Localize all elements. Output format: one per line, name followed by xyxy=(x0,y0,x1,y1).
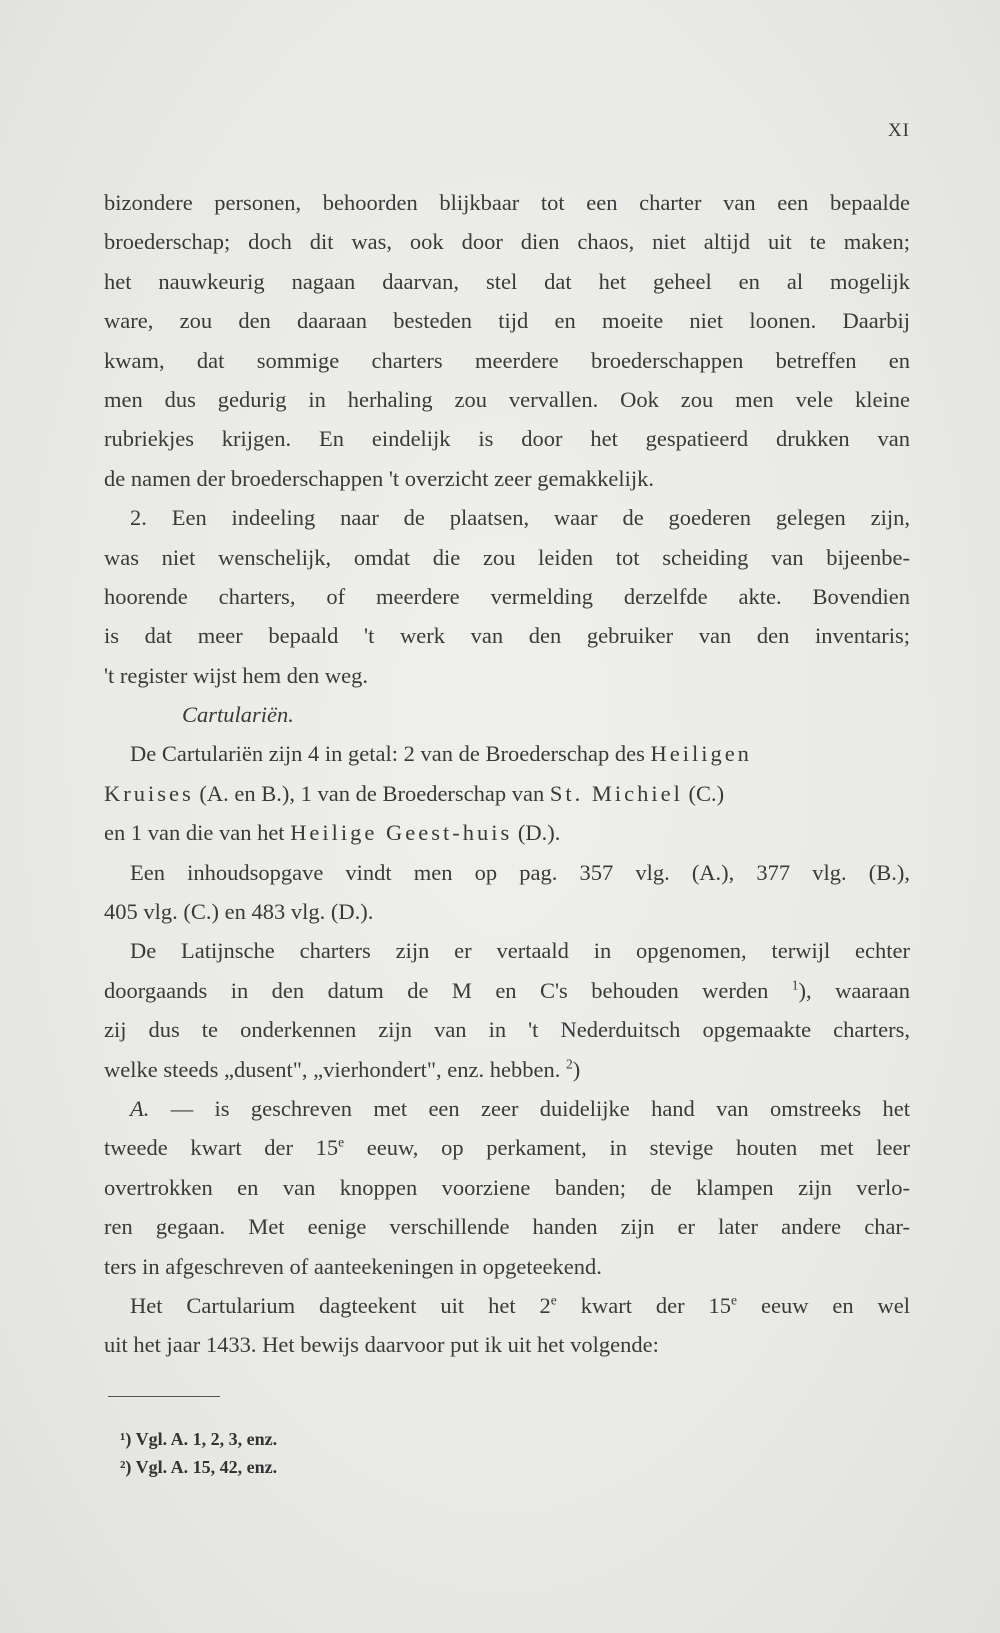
text-segment: (C.) xyxy=(688,780,725,806)
text-line: men dus gedurig in herhaling zou vervallen. Ook zou men vele kleine xyxy=(104,386,910,412)
text-line: was niet wenschelijk, omdat die zou leiden tot scheiding van bijeenbe- xyxy=(104,544,910,570)
text-line xyxy=(104,971,910,1010)
text-line: broederschap; doch dit was, ook door dien chaos, niet altijd uit te maken; xyxy=(104,229,910,255)
footnote-ref: 1 xyxy=(791,977,799,993)
spaced-name: St. Michiel xyxy=(549,780,683,806)
footnote-text: Vgl. A. 1, 2, 3, enz. xyxy=(135,1429,278,1449)
text-segment: (A. en B.), 1 van de Broederschap van xyxy=(199,780,545,806)
text-segment: welke steeds „dusent", „vierhondert", enz. hebben. xyxy=(104,1056,561,1082)
text-line xyxy=(104,813,910,852)
text-line: zij dus te onderkennen zijn van in 't Nederduitsch opgemaakte charters, xyxy=(104,1017,910,1043)
text-segment: eeuw, op perkament, in stevige houten met leer xyxy=(366,1135,910,1161)
text-line: 405 vlg. (C.) en 483 vlg. (D.). xyxy=(104,899,374,925)
text-line: 2. Een indeeling naar de plaatsen, waar de goederen gelegen zijn, xyxy=(130,505,910,531)
text-line: hoorende charters, of meerdere vermelding derzelfde akte. Bovendien xyxy=(104,583,910,609)
superscript: e xyxy=(731,1292,738,1308)
section-heading: Cartulariën. xyxy=(182,702,294,728)
text-line xyxy=(104,1286,910,1325)
text-line: De Latijnsche charters zijn er vertaald in opgenomen, terwijl echter xyxy=(130,938,910,964)
footnote-mark: ¹) xyxy=(120,1429,132,1449)
text-segment: ), waaraan xyxy=(798,977,911,1003)
text-segment: (D.). xyxy=(517,820,561,846)
text-line: ren gegaan. Met eenige verschillende handen zijn er later andere char- xyxy=(104,1214,910,1240)
text-line xyxy=(104,1050,910,1089)
spaced-name: Kruises xyxy=(104,780,194,806)
text-segment: ) xyxy=(572,1056,581,1082)
section-label: A. xyxy=(130,1095,150,1121)
text-line: de namen der broederschappen 't overzicht zeer gemakkelijk. xyxy=(104,465,655,491)
text-line: het nauwkeurig nagaan daarvan, stel dat het geheel en al mogelijk xyxy=(104,268,910,294)
text-segment: De Cartulariën zijn 4 in getal: 2 van de Broederschap des xyxy=(130,741,645,767)
footnote-mark: ²) xyxy=(120,1457,132,1477)
text-line: overtrokken en van knoppen voorziene banden; de klampen zijn verlo- xyxy=(104,1174,910,1200)
text-segment: — is geschreven met een zeer duidelijke hand van omstreeks het xyxy=(170,1095,910,1121)
text-line xyxy=(104,1089,910,1128)
footnotes xyxy=(120,1425,277,1481)
text-segment: eeuw en wel xyxy=(760,1292,911,1318)
text-segment: Het Cartularium dagteekent uit het 2 xyxy=(130,1292,551,1318)
body-text xyxy=(104,183,910,1365)
text-line: Een inhoudsopgave vindt men op pag. 357 vlg. (A.), 377 vlg. (B.), xyxy=(130,859,910,885)
text-line xyxy=(104,774,910,813)
superscript: e xyxy=(338,1134,345,1150)
spaced-name: Heiligen xyxy=(650,741,752,767)
text-line: bizondere personen, behoorden blijkbaar tot een charter van een bepaalde xyxy=(104,190,910,215)
text-segment: en 1 van die van het xyxy=(104,820,285,846)
text-line: kwam, dat sommige charters meerdere broederschappen betreffen en xyxy=(104,347,910,373)
page-number: XI xyxy=(887,120,910,141)
text-line xyxy=(104,734,910,773)
text-line: ware, zou den daaraan besteden tijd en moeite niet loonen. Daarbij xyxy=(104,308,910,334)
text-line: ters in afgeschreven of aanteekeningen in opgeteekend. xyxy=(104,1253,602,1279)
footnote-divider xyxy=(108,1396,220,1397)
footnote xyxy=(120,1453,277,1481)
text-line xyxy=(104,1128,910,1167)
text-segment: kwart der 15 xyxy=(580,1292,732,1318)
footnote xyxy=(120,1425,277,1453)
text-line: 't register wijst hem den weg. xyxy=(104,662,368,688)
footnote-ref: 2 xyxy=(565,1056,573,1072)
text-line: rubriekjes krijgen. En eindelijk is door het gespatieerd drukken van xyxy=(104,426,910,452)
text-line: uit het jaar 1433. Het bewijs daarvoor put ik uit het volgende: xyxy=(104,1332,659,1358)
superscript: e xyxy=(550,1292,557,1308)
spaced-name: Heilige Geest-huis xyxy=(290,820,513,846)
text-segment: doorgaands in den datum de M en C's behouden werden xyxy=(104,977,769,1003)
text-line: is dat meer bepaald 't werk van den gebruiker van den inventaris; xyxy=(104,623,910,649)
text-segment: tweede kwart der 15 xyxy=(104,1135,339,1161)
footnote-text: Vgl. A. 15, 42, enz. xyxy=(135,1457,278,1477)
